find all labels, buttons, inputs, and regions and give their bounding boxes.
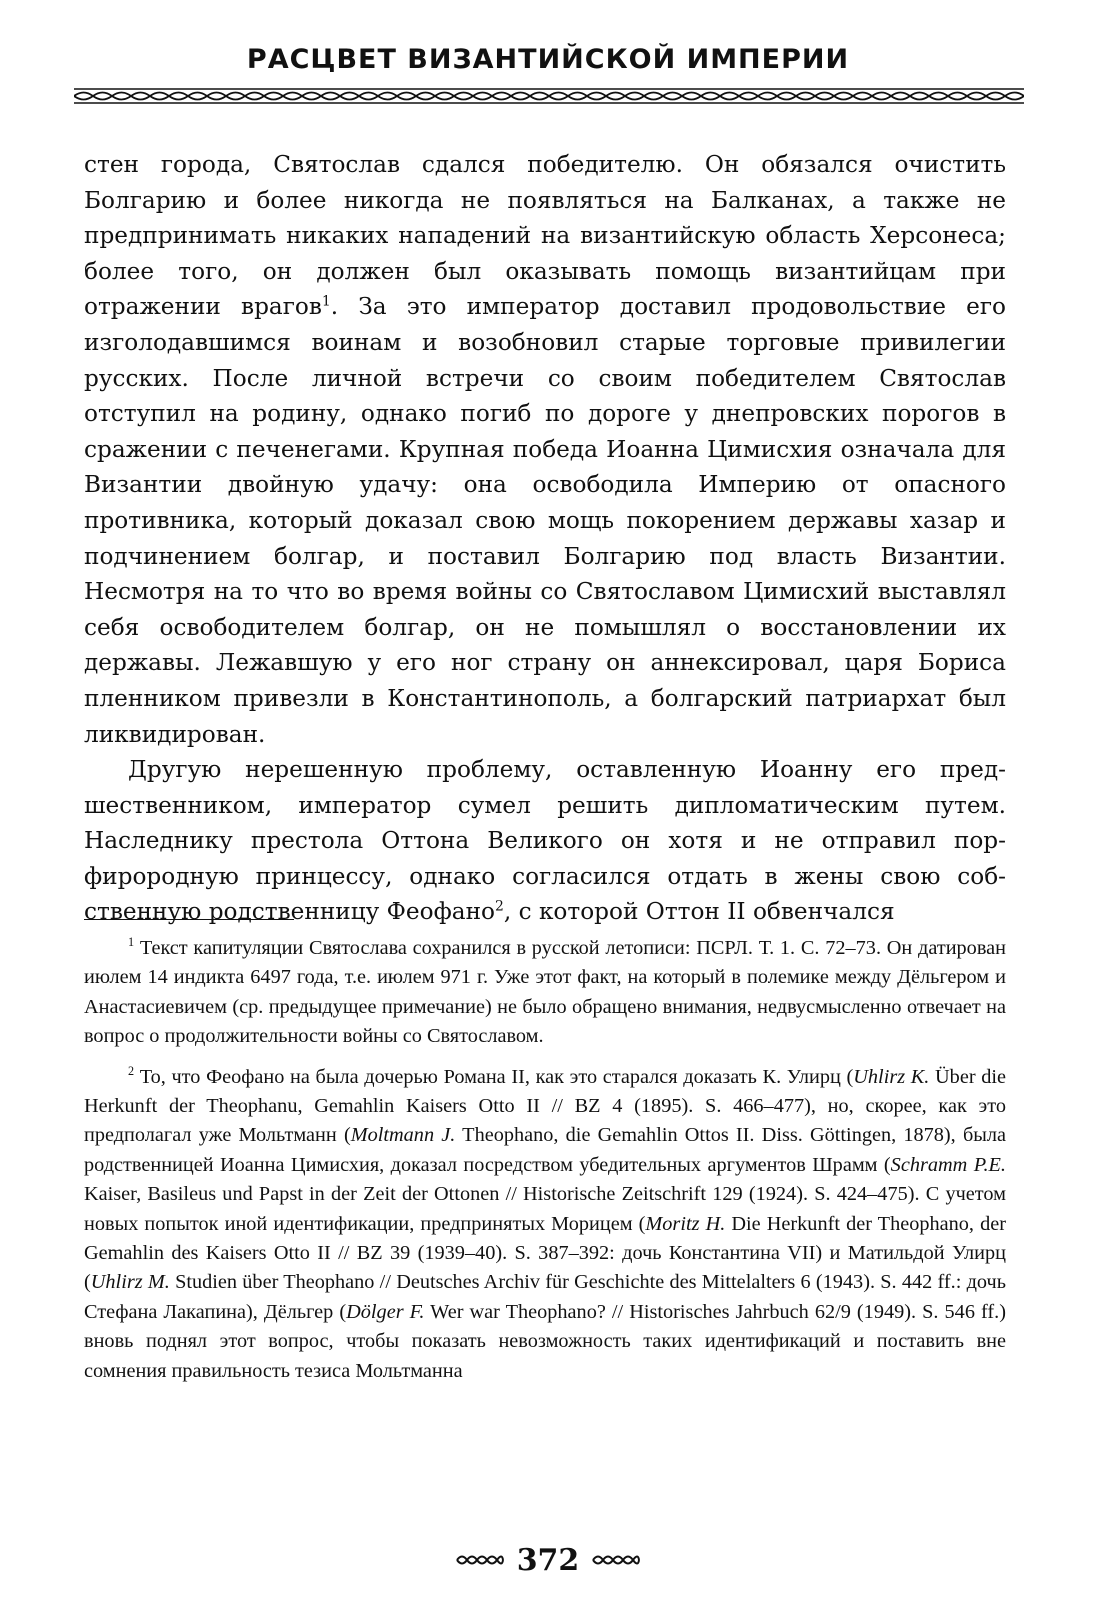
running-head: РАСЦВЕТ ВИЗАНТИЙСКОЙ ИМПЕРИИ bbox=[246, 44, 850, 75]
footnote-divider bbox=[84, 919, 294, 920]
paragraph: стен города, Святослав сдался победителю. Он обязался очистить Болгарию и более никогда не появляться на Балканах, а также не предпринимать никаких нападений на византийскую область Херсонеса; более того, он должен был оказывать помощь византийцам при отражении врагов$^1$. За это император доставил продовольствие его изголодавшимся воинам и возобновил старые торговые привилегии русских. После личной встречи со своим победителем Святослав отступил на родину, однако погиб по дороге у днепровских порогов в сражении с печенегами. Крупная победа Иоанна Цимисхия означала для Византии двойную удачу: она освободила Империю от опасного противника, который доказал свою мощь покорением державы хазар и подчинением болгар, и поставил Болгарию под власть Византии. Несмотря на то что во время войны со Святославом Цимисхий выставлял себя освободителем болгар, он не помышлял о восстановлении их державы. Лежавшую у его ног страну он аннексировал, царя Бориса пленником привезли в Константинополь, а болгарский патриархат был ликвидирован. bbox=[84, 151, 1006, 748]
braided-rule-ornament-icon bbox=[74, 88, 1024, 104]
footnote-marker: 2 bbox=[128, 1063, 135, 1078]
page-folio bbox=[0, 1540, 1096, 1580]
footnotes bbox=[84, 934, 1006, 1386]
paragraph: Другую нерешенную проблему, оставленную Иоанну его предшественником, император сумел решить дипломатическим путем. Наследнику престола Оттона Великого он хотя и не отправил порфирородную принцессу, однако согласился отдать в жены свою собственную родственницу Феофано$^2$, с которой Оттон II обвенчался bbox=[84, 756, 1006, 926]
page-number: 372 bbox=[516, 1542, 580, 1578]
braid-ornament-left-icon bbox=[455, 1552, 505, 1568]
footnote-1: $^1$ Текст капитуляции Святослава сохранился в русской летописи: ПСРЛ. Т. 1. С. 72–73. Он датирован июлем 14 индикта 6497 года, т.е. июлем 971 г. Уже этот факт, на который в полемике между Дёльгером и Анастасиевичем (ср. предыдущее примечание) не было обращено внимания, недвусмысленно отвечает на вопрос о продолжительности войны со Святославом. bbox=[84, 935, 1006, 1048]
main-text bbox=[84, 147, 1006, 930]
footnote-ref[interactable]: 2 bbox=[494, 898, 504, 915]
footnote-2: $^2$ То, что Феофано на была дочерью Романа II, как это старался доказать К. Улирц (Uhlirz K. Über die Herkunft der Theophanu, Gemahlin Kaisers Otto II // BZ 4 (1895). S. 466–477), но, скорее, как это предполагал уже Мольтманн (Moltmann J. Theophano, die Gemahlin Ottos II. Diss. Göttingen, 1878), была родственницей Иоанна Цимисхия, доказал посредством убедительных аргументов Шрамм (Schramm P.E. Kaiser, Basileus und Papst in der Zeit der Ottonen // Historische Zeitschrift 129 (1924). S. 424–475). С учетом новых попыток иной идентификации, предпринятых Морицем (Moritz H. Die Herkunft der Theophano, der Gemahlin des Kaisers Otto II // BZ 39 (1939–40). S. 387–392: дочь Константина VII) и Матильдой Улирц (Uhlirz M. Studien über Theophano // Deutsches Archiv für Geschichte des Mittelalters 6 (1943). S. 442 ff.: дочь Стефана Лакапина), Дёльгер (Dölger F. Wer war Theophano? // Historisches Jahrbuch 62/9 (1949). S. 546 ff.) вновь поднял этот вопрос, чтобы показать невозможность таких идентификаций и поставить вне сомнения правильность тезиса Мольтманна bbox=[84, 1063, 1007, 1382]
footnote-marker: 1 bbox=[128, 935, 135, 950]
footnote-ref[interactable]: 1 bbox=[321, 293, 331, 310]
braid-ornament-right-icon bbox=[591, 1552, 641, 1568]
